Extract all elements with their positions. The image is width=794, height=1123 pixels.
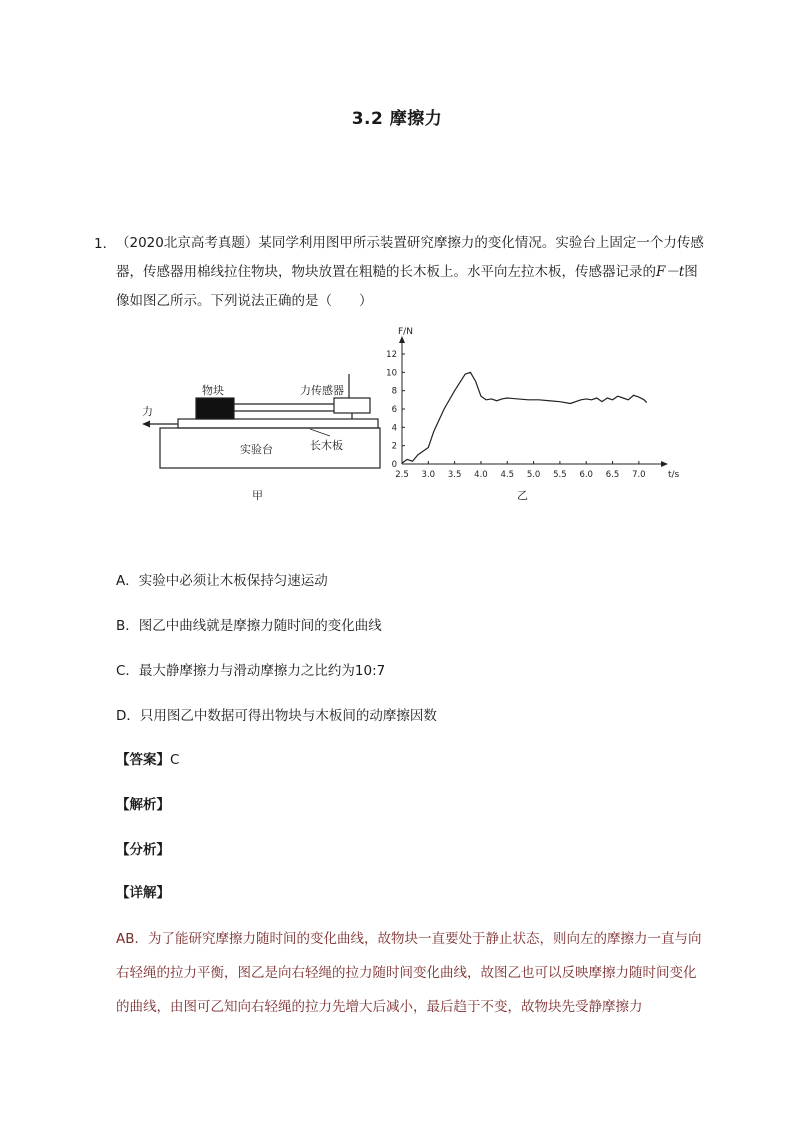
answer-line: [116, 748, 179, 768]
question-text-part1: （2020北京高考真题）某同学利用图甲所示装置研究摩擦力的变化情况。实验台上固定一个力传感器，传感器用棉线拉住物块，物块放置在粗糙的长木板上。水平向左拉木板，传感器记录的: [116, 235, 704, 280]
question-text: [116, 229, 706, 316]
fenxi-label: 【分析】: [116, 842, 170, 858]
label-board: 长木板: [310, 439, 343, 452]
label-table: 实验台: [240, 443, 273, 456]
answer-label: 【答案】: [116, 752, 170, 768]
force-sensor: [334, 398, 370, 413]
option-c: C．最大静摩擦力与滑动摩擦力之比约为10:7: [116, 663, 386, 679]
detail-label: 【详解】: [116, 885, 170, 901]
y-tick-label: 8: [391, 386, 397, 397]
question-text-part2: 图像如图乙所示。下列说法正确的是（ ）: [116, 264, 698, 309]
question-figure: [130, 327, 680, 505]
question-number: 1．: [94, 236, 117, 252]
option-d: D．只用图乙中数据可得出物块与木板间的动摩擦因数: [116, 708, 437, 724]
option-a: A．实验中必须让木板保持匀速运动: [116, 573, 328, 589]
x-axis-label: t/s: [668, 470, 680, 480]
y-axis-arrow: [399, 336, 405, 343]
block: [196, 398, 234, 419]
x-tick-label: 7.0: [632, 470, 646, 480]
board-pointer-line: [310, 429, 330, 436]
ft-chart: [386, 327, 679, 502]
x-tick-label: 6.5: [605, 470, 620, 480]
y-tick-label: 12: [386, 350, 397, 360]
answer-value: C: [170, 752, 180, 768]
document-title: 3.2 摩擦力: [351, 109, 443, 129]
x-tick-label: 2.5: [395, 470, 409, 480]
label-sensor: 力传感器: [300, 384, 344, 397]
y-tick-label: 4: [391, 423, 397, 434]
label-force: 力: [142, 405, 153, 418]
y-tick-label: 0: [391, 460, 397, 470]
x-tick-label: 3.0: [421, 470, 436, 480]
y-tick-label: 6: [391, 405, 397, 415]
y-tick-label: 10: [386, 368, 397, 379]
option-b: B．图乙中曲线就是摩擦力随时间的变化曲线: [116, 618, 382, 634]
analysis-label: 【解析】: [116, 797, 170, 813]
x-tick-label: 4.5: [500, 470, 515, 480]
x-tick-label: 6.0: [579, 470, 593, 480]
pull-arrow-head: [142, 421, 150, 428]
x-tick-label: 4.0: [474, 470, 488, 480]
series-line-F: [402, 372, 647, 463]
detail-text: AB．为了能研究摩擦力随时间的变化曲线，故物块一直要处于静止状态，则向左的摩擦力一直与向右轻绳的拉力平衡，图乙是向右轻绳的拉力随时间变化曲线，故图乙也可以反映摩擦力随时间变化的曲线，由图可乙知向右轻绳的拉力先增大后减小，最后趋于不变，故物块先受静摩擦力: [116, 931, 702, 1015]
long-board: [178, 419, 378, 428]
label-block: 物块: [202, 384, 224, 397]
question-formula: F－t: [656, 264, 685, 280]
x-tick-label: 5.0: [526, 470, 541, 480]
x-axis-arrow: [661, 461, 668, 467]
x-tick-label: 5.5: [553, 470, 567, 480]
caption-yi: 乙: [517, 489, 528, 502]
y-axis-label: F/N: [398, 327, 413, 337]
figure-svg: [130, 327, 680, 505]
y-tick-label: 2: [391, 441, 397, 452]
caption-jia: 甲: [252, 489, 263, 502]
x-tick-label: 3.5: [447, 470, 462, 480]
